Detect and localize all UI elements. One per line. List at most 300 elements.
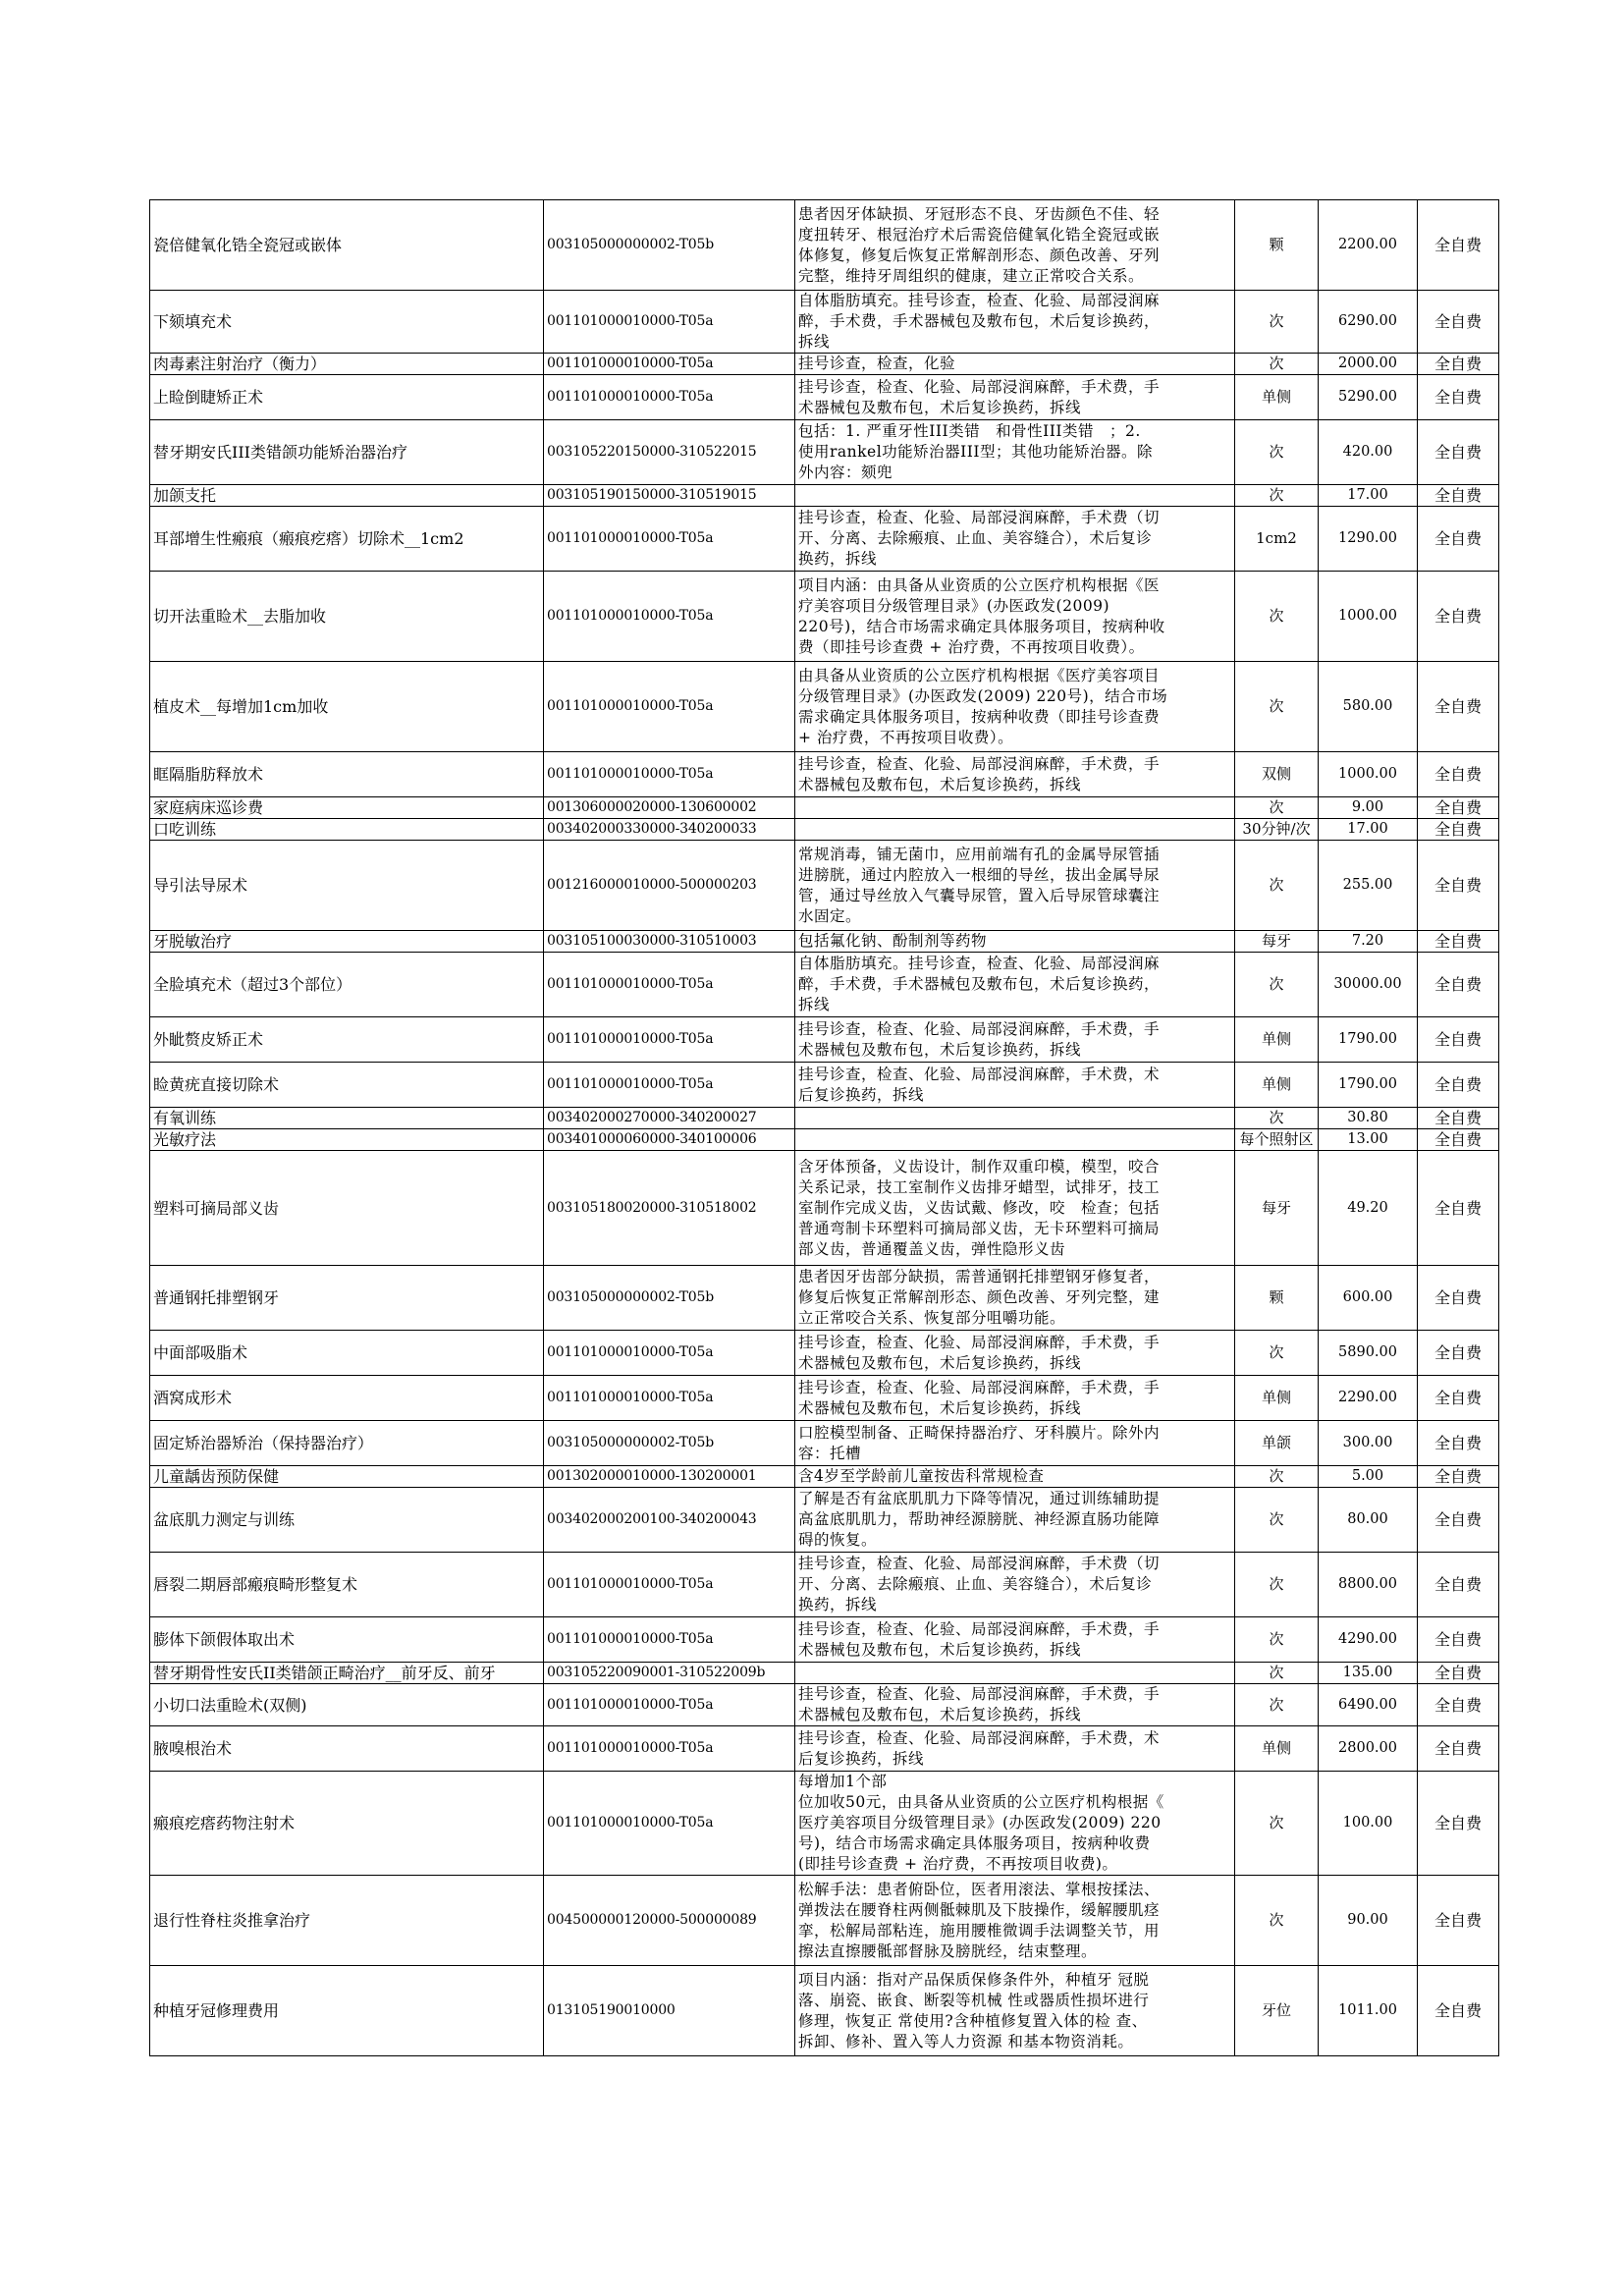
- item-code-cell: 001216000010000-500000203: [544, 841, 795, 931]
- table-row: [150, 1617, 1499, 1663]
- price-cell: 2000.00: [1319, 354, 1418, 375]
- item-name-cell: 酒窝成形术: [150, 1376, 544, 1421]
- item-description-cell: [795, 1421, 1235, 1466]
- unit-cell: 次: [1235, 291, 1319, 354]
- payment-category-cell: 全自费: [1418, 1466, 1499, 1488]
- description-line: 松解手法：患者俯卧位，医者用滚法、掌根按揉法、: [798, 1880, 1161, 1898]
- item-description-cell: [795, 1876, 1235, 1966]
- description-line: 需求确定具体服务项目，按病种收费（即挂号诊查费: [798, 707, 1161, 726]
- description-line: 挂号诊查，检查，化验: [798, 355, 956, 372]
- item-name-cell: 替牙期安氏III类错颌功能矫治器治疗: [150, 420, 544, 485]
- description-line: 碍的恢复。: [798, 1531, 878, 1549]
- price-cell: 5.00: [1319, 1466, 1418, 1488]
- description-line: 号)，结合市场需求确定具体服务项目，按病种收费: [798, 1834, 1151, 1852]
- table-row: [150, 354, 1499, 375]
- description-line: 拆线: [798, 333, 831, 351]
- description-line: 修复后恢复正常解剖形态、颜色改善、牙列完整，建: [798, 1288, 1161, 1306]
- description-line: 挂号诊查，检查、化验、局部浸润麻醉，手术费，术: [798, 1065, 1161, 1083]
- price-cell: 100.00: [1319, 1772, 1418, 1876]
- description-line: 患者因牙体缺损、牙冠形态不良、牙齿颜色不佳、轻: [798, 204, 1161, 223]
- payment-category-cell: 全自费: [1418, 507, 1499, 572]
- item-name-cell: 光敏疗法: [150, 1129, 544, 1151]
- unit-cell: 次: [1235, 1553, 1319, 1617]
- table-row: [150, 1421, 1499, 1466]
- price-cell: 1011.00: [1319, 1966, 1418, 2056]
- item-description-cell: [795, 507, 1235, 572]
- description-line: 挂号诊查，检查、化验、局部浸润麻醉，手术费，手: [798, 754, 1161, 773]
- item-name-cell: 外眦赘皮矫正术: [150, 1017, 544, 1063]
- item-code-cell: 001101000010000-T05a: [544, 1376, 795, 1421]
- payment-category-cell: 全自费: [1418, 420, 1499, 485]
- payment-category-cell: 全自费: [1418, 1376, 1499, 1421]
- item-code-cell: 003105190150000-310519015: [544, 485, 795, 507]
- payment-category-cell: 全自费: [1418, 485, 1499, 507]
- item-code-cell: 001101000010000-T05a: [544, 572, 795, 662]
- payment-category-cell: 全自费: [1418, 1063, 1499, 1108]
- item-name-cell: 眶隔脂肪释放术: [150, 752, 544, 797]
- payment-category-cell: 全自费: [1418, 1488, 1499, 1553]
- item-description-cell: [795, 752, 1235, 797]
- item-code-cell: 003105000000002-T05b: [544, 1266, 795, 1331]
- table-row: [150, 485, 1499, 507]
- description-line: 疗美容项目分级管理目录》(办医政发(2009): [798, 596, 1110, 615]
- price-cell: 5290.00: [1319, 375, 1418, 420]
- description-line: 醉，手术费，手术器械包及敷布包，术后复诊换药，: [798, 975, 1161, 993]
- description-line: 了解是否有盆底肌肌力下降等情况，通过训练辅助提: [798, 1490, 1161, 1507]
- unit-cell: 次: [1235, 797, 1319, 819]
- item-name-cell: 瓷倍健氧化锆全瓷冠或嵌体: [150, 200, 544, 291]
- item-name-cell: 家庭病床巡诊费: [150, 797, 544, 819]
- payment-category-cell: 全自费: [1418, 1726, 1499, 1772]
- description-line: 项目内涵：指对产品保质保修条件外，种植牙 冠脱: [798, 1970, 1150, 1989]
- payment-category-cell: 全自费: [1418, 1966, 1499, 2056]
- item-name-cell: 肉毒素注射治疗（衡力）: [150, 354, 544, 375]
- item-name-cell: 塑料可摘局部义齿: [150, 1151, 544, 1266]
- unit-cell: 单侧: [1235, 375, 1319, 420]
- description-line: 挂号诊查，检查、化验、局部浸润麻醉，手术费（切: [798, 1555, 1161, 1572]
- table-row: [150, 1063, 1499, 1108]
- description-line: 术器械包及敷布包，术后复诊换药，拆线: [798, 775, 1082, 793]
- description-line: 换药，拆线: [798, 1596, 878, 1613]
- description-line: 费（即挂号诊查费 + 治疗费，不再按项目收费）。: [798, 637, 1145, 656]
- item-description-cell: [795, 1488, 1235, 1553]
- description-line: + 治疗费，不再按项目收费）。: [798, 728, 1014, 746]
- description-line: 使用rankel功能矫治器III型；其他功能矫治器。除: [798, 443, 1154, 461]
- table-row: [150, 1726, 1499, 1772]
- item-name-cell: 下颏填充术: [150, 291, 544, 354]
- unit-cell: 1cm2: [1235, 507, 1319, 572]
- price-cell: 2200.00: [1319, 200, 1418, 291]
- item-description-cell: [795, 1151, 1235, 1266]
- price-cell: 90.00: [1319, 1876, 1418, 1966]
- unit-cell: 每牙: [1235, 931, 1319, 953]
- item-name-cell: 膨体下颌假体取出术: [150, 1617, 544, 1663]
- item-code-cell: 001101000010000-T05a: [544, 1684, 795, 1726]
- price-cell: 1000.00: [1319, 572, 1418, 662]
- item-description-cell: [795, 354, 1235, 375]
- price-cell: 135.00: [1319, 1663, 1418, 1684]
- payment-category-cell: 全自费: [1418, 1617, 1499, 1663]
- item-code-cell: 003402000270000-340200027: [544, 1108, 795, 1129]
- item-name-cell: 中面部吸脂术: [150, 1331, 544, 1376]
- price-cell: 49.20: [1319, 1151, 1418, 1266]
- table-row: [150, 1966, 1499, 2056]
- description-line: 自体脂肪填充。挂号诊查，检查、化验、局部浸润麻: [798, 955, 1161, 972]
- payment-category-cell: 全自费: [1418, 1017, 1499, 1063]
- price-cell: 30000.00: [1319, 953, 1418, 1017]
- item-description-cell: [795, 1466, 1235, 1488]
- table-row: [150, 1108, 1499, 1129]
- item-code-cell: 001101000010000-T05a: [544, 1617, 795, 1663]
- unit-cell: 次: [1235, 420, 1319, 485]
- price-cell: 2290.00: [1319, 1376, 1418, 1421]
- unit-cell: 单侧: [1235, 1376, 1319, 1421]
- unit-cell: 牙位: [1235, 1966, 1319, 2056]
- item-name-cell: 切开法重睑术__去脂加收: [150, 572, 544, 662]
- unit-cell: 颗: [1235, 1266, 1319, 1331]
- item-code-cell: 003401000060000-340100006: [544, 1129, 795, 1151]
- item-name-cell: 固定矫治器矫治（保持器治疗）: [150, 1421, 544, 1466]
- item-code-cell: 001101000010000-T05a: [544, 953, 795, 1017]
- unit-cell: 次: [1235, 1663, 1319, 1684]
- description-line: 部义齿，普通覆盖义齿，弹性隐形义齿: [798, 1239, 1066, 1258]
- unit-cell: 30分钟/次: [1235, 819, 1319, 841]
- payment-category-cell: 全自费: [1418, 1266, 1499, 1331]
- item-description-cell: [795, 1684, 1235, 1726]
- description-line: 口腔模型制备、正畸保持器治疗、牙科膜片。除外内: [798, 1423, 1161, 1442]
- item-name-cell: 唇裂二期唇部瘢痕畸形整复术: [150, 1553, 544, 1617]
- description-line: 包括：1. 严重牙性III类错 和骨性III类错 ；2.: [798, 422, 1141, 440]
- unit-cell: 次: [1235, 572, 1319, 662]
- table-row: [150, 1663, 1499, 1684]
- description-line: 落、崩瓷、嵌食、断裂等机械 性或器质性损坏进行: [798, 1991, 1150, 2009]
- item-description-cell: [795, 1617, 1235, 1663]
- description-line: 术器械包及敷布包，术后复诊换药，拆线: [798, 1706, 1082, 1723]
- description-line: 挂号诊查，检查、化验、局部浸润麻醉，手术费，手: [798, 1019, 1161, 1038]
- unit-cell: 单侧: [1235, 1017, 1319, 1063]
- item-name-cell: 小切口法重睑术(双侧): [150, 1684, 544, 1726]
- payment-category-cell: 全自费: [1418, 841, 1499, 931]
- payment-category-cell: 全自费: [1418, 953, 1499, 1017]
- description-line: 弹拨法在腰脊柱两侧骶棘肌及下肢操作，缓解腰肌痉: [798, 1900, 1161, 1919]
- payment-category-cell: 全自费: [1418, 1151, 1499, 1266]
- item-description-cell: [795, 797, 1235, 819]
- table-row: [150, 797, 1499, 819]
- price-cell: 600.00: [1319, 1266, 1418, 1331]
- payment-category-cell: 全自费: [1418, 375, 1499, 420]
- item-name-cell: 植皮术__每增加1cm加收: [150, 662, 544, 752]
- description-line: 挂号诊查，检查、化验、局部浸润麻醉，手术费，手: [798, 1619, 1161, 1638]
- payment-category-cell: 全自费: [1418, 1421, 1499, 1466]
- item-name-cell: 耳部增生性瘢痕（瘢痕疙瘩）切除术__1cm2: [150, 507, 544, 572]
- item-description-cell: [795, 931, 1235, 953]
- item-name-cell: 盆底肌力测定与训练: [150, 1488, 544, 1553]
- description-line: 220号)，结合市场需求确定具体服务项目，按病种收: [798, 617, 1165, 635]
- description-line: 修理，恢复正 常使用?含种植修复置入体的检 查、: [798, 2011, 1148, 2030]
- price-cell: 580.00: [1319, 662, 1418, 752]
- description-line: 外内容：颏兜: [798, 464, 893, 481]
- item-name-cell: 导引法导尿术: [150, 841, 544, 931]
- unit-cell: 单侧: [1235, 1063, 1319, 1108]
- table-row: [150, 1376, 1499, 1421]
- price-cell: 2800.00: [1319, 1726, 1418, 1772]
- table-row: [150, 420, 1499, 485]
- price-cell: 255.00: [1319, 841, 1418, 931]
- fee-table: [149, 199, 1499, 2056]
- description-line: 位加收50元，由具备从业资质的公立医疗机构根据《: [798, 1793, 1164, 1811]
- table-row: [150, 662, 1499, 752]
- price-cell: 30.80: [1319, 1108, 1418, 1129]
- description-line: 常规消毒，铺无菌巾，应用前端有孔的金属导尿管插: [798, 845, 1161, 863]
- description-line: 换药，拆线: [798, 550, 878, 568]
- description-line: 完整，维持牙周组织的健康，建立正常咬合关系。: [798, 266, 1145, 285]
- item-code-cell: 003105180020000-310518002: [544, 1151, 795, 1266]
- item-description-cell: [795, 1772, 1235, 1876]
- price-cell: 6490.00: [1319, 1684, 1418, 1726]
- price-cell: 1290.00: [1319, 507, 1418, 572]
- table-row: [150, 1266, 1499, 1331]
- item-code-cell: 001101000010000-T05a: [544, 1017, 795, 1063]
- item-code-cell: 003105000000002-T05b: [544, 200, 795, 291]
- item-description-cell: [795, 841, 1235, 931]
- table-row: [150, 1331, 1499, 1376]
- item-description-cell: [795, 819, 1235, 841]
- table-row: [150, 1772, 1499, 1876]
- item-description-cell: [795, 291, 1235, 354]
- description-line: 术器械包及敷布包，术后复诊换药，拆线: [798, 1353, 1082, 1372]
- description-line: 术器械包及敷布包，术后复诊换药，拆线: [798, 1398, 1082, 1417]
- item-name-cell: 种植牙冠修理费用: [150, 1966, 544, 2056]
- payment-category-cell: 全自费: [1418, 797, 1499, 819]
- table-row: [150, 291, 1499, 354]
- table-row: [150, 1129, 1499, 1151]
- price-cell: 1790.00: [1319, 1017, 1418, 1063]
- description-line: 项目内涵：由具备从业资质的公立医疗机构根据《医: [798, 575, 1161, 594]
- item-code-cell: 001101000010000-T05a: [544, 291, 795, 354]
- price-cell: 1790.00: [1319, 1063, 1418, 1108]
- description-line: 拆卸、修补、置入等人力资源 和基本物资消耗。: [798, 2032, 1134, 2050]
- item-name-cell: 睑黄疣直接切除术: [150, 1063, 544, 1108]
- item-code-cell: 001101000010000-T05a: [544, 507, 795, 572]
- item-description-cell: [795, 1726, 1235, 1772]
- payment-category-cell: 全自费: [1418, 1772, 1499, 1876]
- payment-category-cell: 全自费: [1418, 1876, 1499, 1966]
- item-description-cell: [795, 662, 1235, 752]
- item-name-cell: 儿童龋齿预防保健: [150, 1466, 544, 1488]
- description-line: 自体脂肪填充。挂号诊查，检查、化验、局部浸润麻: [798, 292, 1161, 309]
- table-row: [150, 1466, 1499, 1488]
- payment-category-cell: 全自费: [1418, 572, 1499, 662]
- item-code-cell: 003105220090001-310522009b: [544, 1663, 795, 1684]
- item-description-cell: [795, 1017, 1235, 1063]
- item-code-cell: 001101000010000-T05a: [544, 354, 795, 375]
- item-code-cell: 003402000200100-340200043: [544, 1488, 795, 1553]
- item-description-cell: [795, 1063, 1235, 1108]
- table-row: [150, 200, 1499, 291]
- table-row: [150, 572, 1499, 662]
- item-code-cell: 001306000020000-130600002: [544, 797, 795, 819]
- item-name-cell: 全脸填充术（超过3个部位）: [150, 953, 544, 1017]
- item-code-cell: 003105000000002-T05b: [544, 1421, 795, 1466]
- payment-category-cell: 全自费: [1418, 354, 1499, 375]
- description-line: 挂号诊查，检查、化验、局部浸润麻醉，手术费，手: [798, 1685, 1161, 1703]
- description-line: 普通弯制卡环塑料可摘局部义齿，无卡环塑料可摘局: [798, 1219, 1161, 1237]
- item-code-cell: 001101000010000-T05a: [544, 662, 795, 752]
- price-cell: 1000.00: [1319, 752, 1418, 797]
- item-description-cell: [795, 1966, 1235, 2056]
- table-row: [150, 1017, 1499, 1063]
- item-description-cell: [795, 200, 1235, 291]
- unit-cell: 颗: [1235, 200, 1319, 291]
- table-row: [150, 931, 1499, 953]
- payment-category-cell: 全自费: [1418, 1108, 1499, 1129]
- description-line: 分级管理目录》(办医政发(2009) 220号)，结合市场: [798, 686, 1168, 705]
- description-line: 拆线: [798, 996, 831, 1013]
- item-description-cell: [795, 1266, 1235, 1331]
- unit-cell: 次: [1235, 1876, 1319, 1966]
- payment-category-cell: 全自费: [1418, 1331, 1499, 1376]
- item-code-cell: 003402000330000-340200033: [544, 819, 795, 841]
- price-cell: 13.00: [1319, 1129, 1418, 1151]
- table-row: [150, 819, 1499, 841]
- item-description-cell: [795, 1331, 1235, 1376]
- item-description-cell: [795, 1376, 1235, 1421]
- description-line: 包括氟化钠、酚制剂等药物: [798, 932, 988, 950]
- item-name-cell: 加颌支托: [150, 485, 544, 507]
- payment-category-cell: 全自费: [1418, 1684, 1499, 1726]
- item-description-cell: [795, 572, 1235, 662]
- price-cell: 9.00: [1319, 797, 1418, 819]
- item-description-cell: [795, 1129, 1235, 1151]
- unit-cell: 次: [1235, 354, 1319, 375]
- unit-cell: 次: [1235, 953, 1319, 1017]
- description-line: 水固定。: [798, 906, 862, 925]
- unit-cell: 次: [1235, 1617, 1319, 1663]
- payment-category-cell: 全自费: [1418, 1553, 1499, 1617]
- item-name-cell: 普通钢托排塑钢牙: [150, 1266, 544, 1331]
- description-line: 擦法直擦腰骶部督脉及膀胱经，结束整理。: [798, 1941, 1098, 1960]
- item-name-cell: 瘢痕疙瘩药物注射术: [150, 1772, 544, 1876]
- description-line: 挂号诊查，检查、化验、局部浸润麻醉，手术费，手: [798, 1378, 1161, 1396]
- item-code-cell: 001101000010000-T05a: [544, 1726, 795, 1772]
- table-row: [150, 1488, 1499, 1553]
- item-name-cell: 腋嗅根治术: [150, 1726, 544, 1772]
- item-code-cell: 001302000010000-130200001: [544, 1466, 795, 1488]
- payment-category-cell: 全自费: [1418, 819, 1499, 841]
- price-cell: 7.20: [1319, 931, 1418, 953]
- item-code-cell: 001101000010000-T05a: [544, 1553, 795, 1617]
- item-description-cell: [795, 953, 1235, 1017]
- unit-cell: 次: [1235, 662, 1319, 752]
- description-line: 含4岁至学龄前儿童按齿科常规检查: [798, 1467, 1045, 1485]
- item-description-cell: [795, 420, 1235, 485]
- unit-cell: 次: [1235, 841, 1319, 931]
- payment-category-cell: 全自费: [1418, 752, 1499, 797]
- description-line: 挛，松解局部粘连，施用腰椎微调手法调整关节，用: [798, 1921, 1161, 1940]
- unit-cell: 每牙: [1235, 1151, 1319, 1266]
- table-row: [150, 841, 1499, 931]
- description-line: 后复诊换药，拆线: [798, 1085, 925, 1104]
- description-line: 醉，手术费，手术器械包及敷布包，术后复诊换药，: [798, 312, 1161, 330]
- item-name-cell: 牙脱敏治疗: [150, 931, 544, 953]
- item-description-cell: [795, 1663, 1235, 1684]
- unit-cell: 次: [1235, 1108, 1319, 1129]
- payment-category-cell: 全自费: [1418, 291, 1499, 354]
- price-cell: 17.00: [1319, 485, 1418, 507]
- description-line: 挂号诊查，检查、化验、局部浸润麻醉，手术费（切: [798, 509, 1161, 526]
- item-description-cell: [795, 1553, 1235, 1617]
- item-name-cell: 有氧训练: [150, 1108, 544, 1129]
- item-code-cell: 001101000010000-T05a: [544, 752, 795, 797]
- item-code-cell: 003105220150000-310522015: [544, 420, 795, 485]
- table-row: [150, 1553, 1499, 1617]
- unit-cell: 每个照射区: [1235, 1129, 1319, 1151]
- table-row: [150, 953, 1499, 1017]
- table-row: [150, 507, 1499, 572]
- item-code-cell: 003105100030000-310510003: [544, 931, 795, 953]
- payment-category-cell: 全自费: [1418, 200, 1499, 291]
- description-line: 由具备从业资质的公立医疗机构根据《医疗美容项目: [798, 666, 1161, 684]
- table-row: [150, 1151, 1499, 1266]
- payment-category-cell: 全自费: [1418, 1129, 1499, 1151]
- unit-cell: 次: [1235, 1684, 1319, 1726]
- table-row: [150, 1684, 1499, 1726]
- description-line: 后复诊换药，拆线: [798, 1749, 925, 1768]
- item-description-cell: [795, 485, 1235, 507]
- description-line: 关系记录，技工室制作义齿排牙蜡型，试排牙，技工: [798, 1177, 1161, 1196]
- description-line: 挂号诊查，检查、化验、局部浸润麻醉，手术费，术: [798, 1728, 1161, 1747]
- unit-cell: 单颌: [1235, 1421, 1319, 1466]
- description-line: (即挂号诊查费 + 治疗费，不再按项目收费)。: [798, 1855, 1118, 1873]
- description-line: 开、分离、去除瘢痕、止血、美容缝合），术后复诊: [798, 529, 1153, 547]
- item-name-cell: 替牙期骨性安氏II类错颌正畸治疗__前牙反、前牙: [150, 1663, 544, 1684]
- price-cell: 8800.00: [1319, 1553, 1418, 1617]
- payment-category-cell: 全自费: [1418, 1663, 1499, 1684]
- table-row: [150, 752, 1499, 797]
- item-code-cell: 001101000010000-T05a: [544, 1063, 795, 1108]
- unit-cell: 次: [1235, 1772, 1319, 1876]
- description-line: 医疗美容项目分级管理目录》(办医政发(2009) 220: [798, 1814, 1162, 1831]
- price-cell: 17.00: [1319, 819, 1418, 841]
- item-name-cell: 退行性脊柱炎推拿治疗: [150, 1876, 544, 1966]
- description-line: 挂号诊查，检查、化验、局部浸润麻醉，手术费，手: [798, 377, 1161, 396]
- fee-table-body: [150, 200, 1499, 2056]
- description-line: 术器械包及敷布包，术后复诊换药，拆线: [798, 1040, 1082, 1059]
- price-cell: 80.00: [1319, 1488, 1418, 1553]
- description-line: 含牙体预备，义齿设计，制作双重印模，模型，咬合: [798, 1157, 1161, 1175]
- unit-cell: 次: [1235, 485, 1319, 507]
- description-line: 挂号诊查，检查、化验、局部浸润麻醉，手术费，手: [798, 1333, 1161, 1351]
- unit-cell: 双侧: [1235, 752, 1319, 797]
- item-description-cell: [795, 375, 1235, 420]
- table-row: [150, 1876, 1499, 1966]
- description-line: 进膀胱，通过内腔放入一根细的导丝，拔出金属导尿: [798, 865, 1161, 884]
- item-name-cell: 上睑倒睫矫正术: [150, 375, 544, 420]
- unit-cell: 次: [1235, 1466, 1319, 1488]
- price-cell: 5890.00: [1319, 1331, 1418, 1376]
- price-cell: 4290.00: [1319, 1617, 1418, 1663]
- table-row: [150, 375, 1499, 420]
- item-code-cell: 001101000010000-T05a: [544, 1331, 795, 1376]
- description-line: 患者因牙齿部分缺损，需普通钢托排塑钢牙修复者，: [798, 1268, 1161, 1285]
- price-cell: 420.00: [1319, 420, 1418, 485]
- item-code-cell: 001101000010000-T05a: [544, 1772, 795, 1876]
- unit-cell: 次: [1235, 1331, 1319, 1376]
- item-code-cell: 013105190010000: [544, 1966, 795, 2056]
- description-line: 高盆底肌肌力，帮助神经源膀胱、神经源直肠功能障: [798, 1510, 1161, 1528]
- unit-cell: 单侧: [1235, 1726, 1319, 1772]
- description-line: 开、分离、去除瘢痕、止血、美容缝合），术后复诊: [798, 1575, 1153, 1593]
